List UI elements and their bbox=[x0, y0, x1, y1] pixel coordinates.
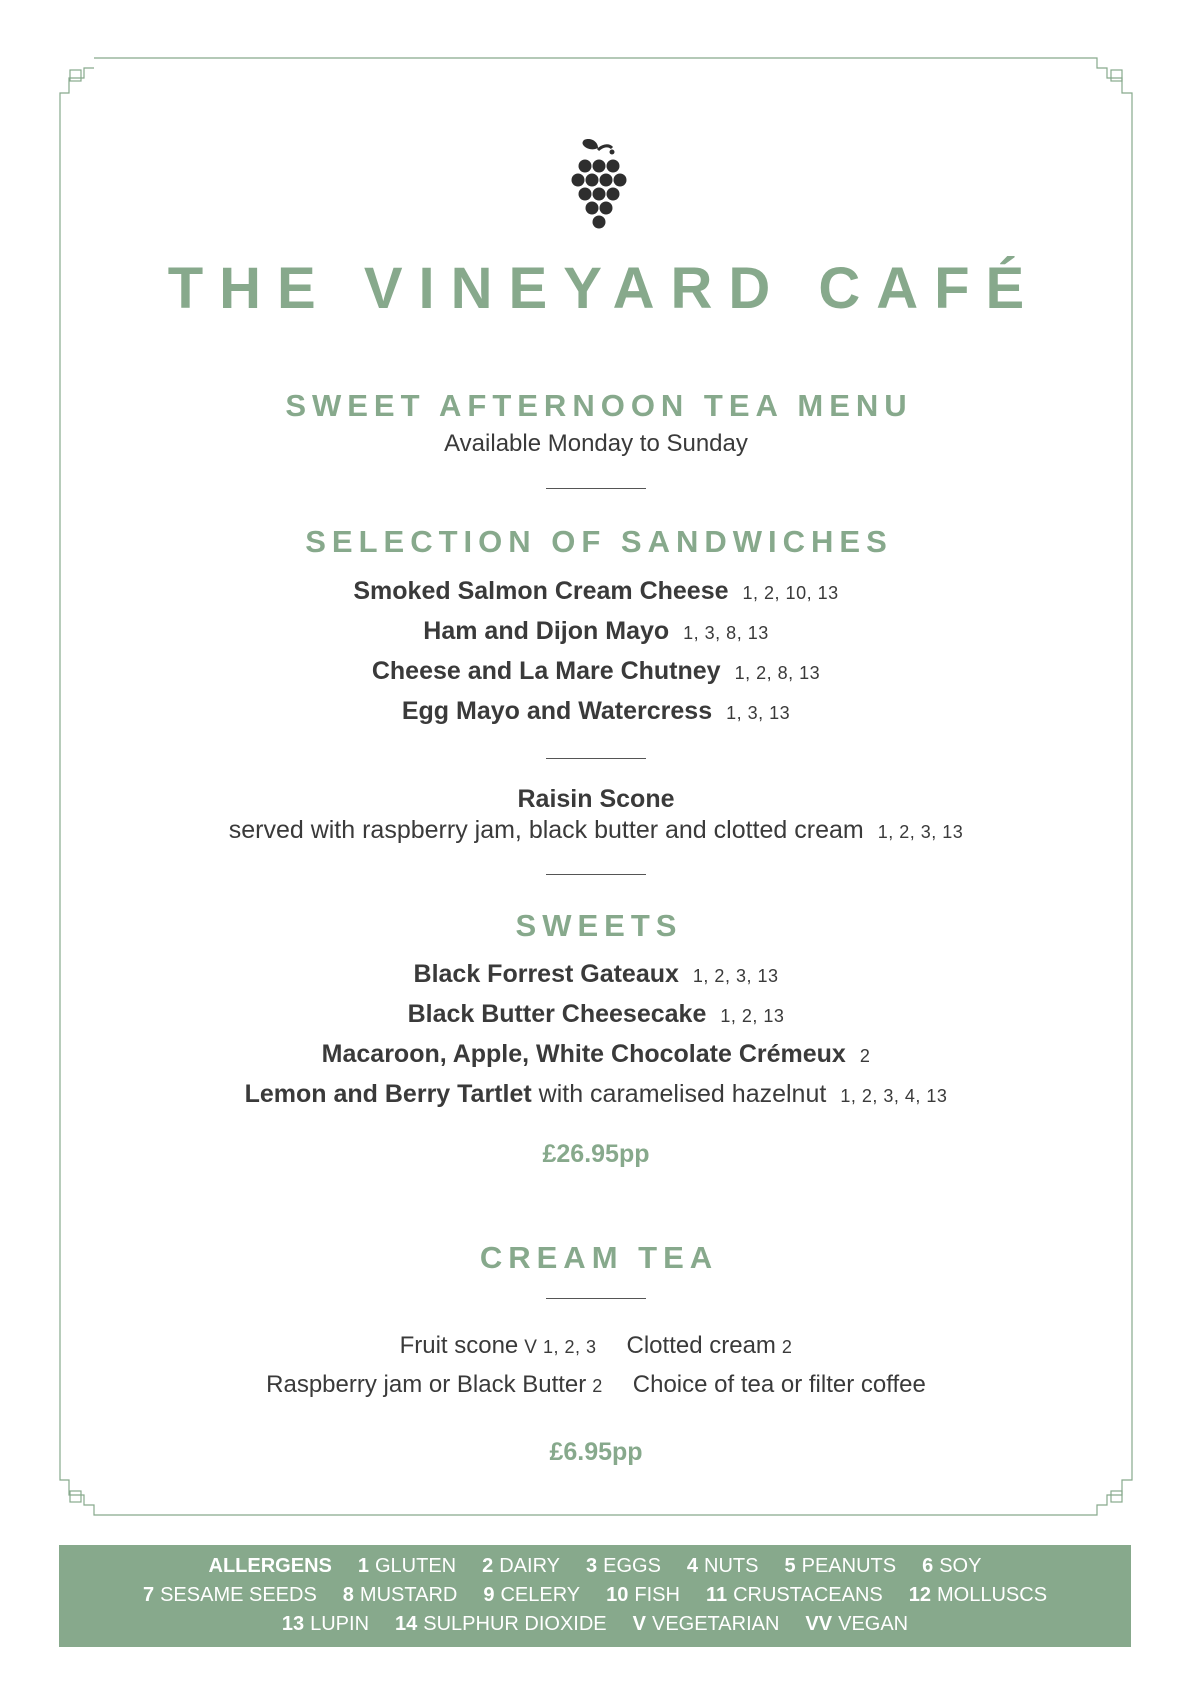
cream-tea-item: Clotted cream bbox=[626, 1332, 776, 1359]
scone-name: Raisin Scone bbox=[517, 785, 675, 813]
divider bbox=[546, 758, 646, 759]
allergen-entry: 1 GLUTEN bbox=[357, 1555, 457, 1577]
cream-tea-line-2 bbox=[0, 1371, 1192, 1399]
divider bbox=[546, 488, 646, 489]
allergen-entry: 13 LUPIN bbox=[281, 1613, 370, 1635]
menu-item bbox=[0, 617, 1192, 646]
allergens-label: ALLERGENS bbox=[208, 1555, 332, 1577]
cream-tea-item: Choice of tea or filter coffee bbox=[632, 1371, 926, 1398]
allergens-row bbox=[59, 1552, 1131, 1581]
allergen-entry: 4 NUTS bbox=[686, 1555, 759, 1577]
menu-item bbox=[0, 657, 1192, 686]
cream-tea-item: Raspberry jam or Black Butter bbox=[266, 1371, 587, 1398]
divider bbox=[546, 1298, 646, 1299]
allergen-entry: 9 CELERY bbox=[483, 1584, 581, 1606]
allergen-entry: 14 SULPHUR DIOXIDE bbox=[395, 1613, 607, 1635]
allergens-row bbox=[59, 1581, 1131, 1610]
item-allergens: 1, 3, 13 bbox=[726, 703, 791, 723]
item-allergens: 1, 3, 8, 13 bbox=[683, 623, 769, 643]
menu-item bbox=[0, 577, 1192, 606]
divider bbox=[546, 874, 646, 875]
allergen-entry: VV VEGAN bbox=[805, 1613, 909, 1635]
cream-tea-line-1 bbox=[0, 1332, 1192, 1360]
allergen-entry: 11 CRUSTACEANS bbox=[705, 1584, 883, 1606]
menu-item bbox=[0, 1040, 1192, 1069]
item-name: Egg Mayo and Watercress bbox=[401, 697, 713, 725]
cream-tea-heading: CREAM TEA bbox=[479, 1240, 719, 1275]
allergen-entry: 8 MUSTARD bbox=[342, 1584, 458, 1606]
availability-text: Available Monday to Sunday bbox=[444, 430, 748, 457]
menu-item bbox=[0, 960, 1192, 989]
scone-allergens: 1, 2, 3, 13 bbox=[877, 822, 964, 842]
item-name: Macaroon, Apple, White Chocolate Crémeux bbox=[321, 1040, 846, 1068]
item-allergens: 1, 2, 10, 13 bbox=[742, 583, 839, 603]
allergen-entry: 2 DAIRY bbox=[482, 1555, 560, 1577]
menu-item bbox=[0, 1000, 1192, 1029]
cafe-title: THE VINEYARD CAFÉ bbox=[167, 256, 1041, 321]
menu-title: SWEET AFTERNOON TEA MENU bbox=[285, 388, 913, 423]
allergens-row bbox=[59, 1610, 1131, 1639]
grape-bunch-icon bbox=[564, 136, 634, 236]
sweets-heading: SWEETS bbox=[515, 908, 683, 943]
item-allergens: 1, 2, 8, 13 bbox=[734, 663, 821, 683]
item-allergens: 1, 2, 3 bbox=[542, 1337, 597, 1357]
vegetarian-mark: V bbox=[524, 1337, 537, 1358]
allergen-entry: 5 PEANUTS bbox=[784, 1555, 897, 1577]
cream-tea-price: £6.95pp bbox=[549, 1438, 643, 1466]
item-name: Ham and Dijon Mayo bbox=[423, 617, 670, 645]
item-allergens: 2 bbox=[592, 1376, 603, 1396]
allergen-entry: V VEGETARIAN bbox=[632, 1613, 780, 1635]
menu-item bbox=[0, 1080, 1192, 1109]
item-name: Smoked Salmon Cream Cheese bbox=[353, 577, 729, 605]
item-allergens: 1, 2, 3, 13 bbox=[692, 966, 779, 986]
item-allergens: 2 bbox=[781, 1337, 793, 1357]
item-allergens: 1, 2, 13 bbox=[720, 1006, 785, 1026]
sweets-price: £26.95pp bbox=[542, 1140, 650, 1168]
allergen-entry: 7 SESAME SEEDS bbox=[142, 1584, 317, 1606]
scone-description-text: served with raspberry jam, black butter and clotted cream bbox=[228, 816, 864, 844]
allergen-entry: 10 FISH bbox=[606, 1584, 680, 1606]
allergens-footer bbox=[59, 1545, 1131, 1647]
item-name: Lemon and Berry Tartlet bbox=[244, 1080, 532, 1108]
item-extra: with caramelised hazelnut bbox=[538, 1080, 827, 1108]
menu-item bbox=[0, 697, 1192, 726]
item-allergens: 2 bbox=[859, 1046, 871, 1066]
scone-description bbox=[0, 816, 1192, 845]
item-allergens: 1, 2, 3, 4, 13 bbox=[840, 1086, 948, 1106]
allergen-entry: 12 MOLLUSCS bbox=[908, 1584, 1048, 1606]
item-name: Cheese and La Mare Chutney bbox=[371, 657, 721, 685]
allergen-entry: 6 SOY bbox=[922, 1555, 982, 1577]
item-name: Black Butter Cheesecake bbox=[407, 1000, 707, 1028]
sandwiches-heading: SELECTION OF SANDWICHES bbox=[305, 524, 893, 559]
item-name: Black Forrest Gateaux bbox=[413, 960, 679, 988]
cream-tea-item: Fruit scone bbox=[399, 1332, 519, 1359]
allergen-entry: 3 EGGS bbox=[586, 1555, 661, 1577]
